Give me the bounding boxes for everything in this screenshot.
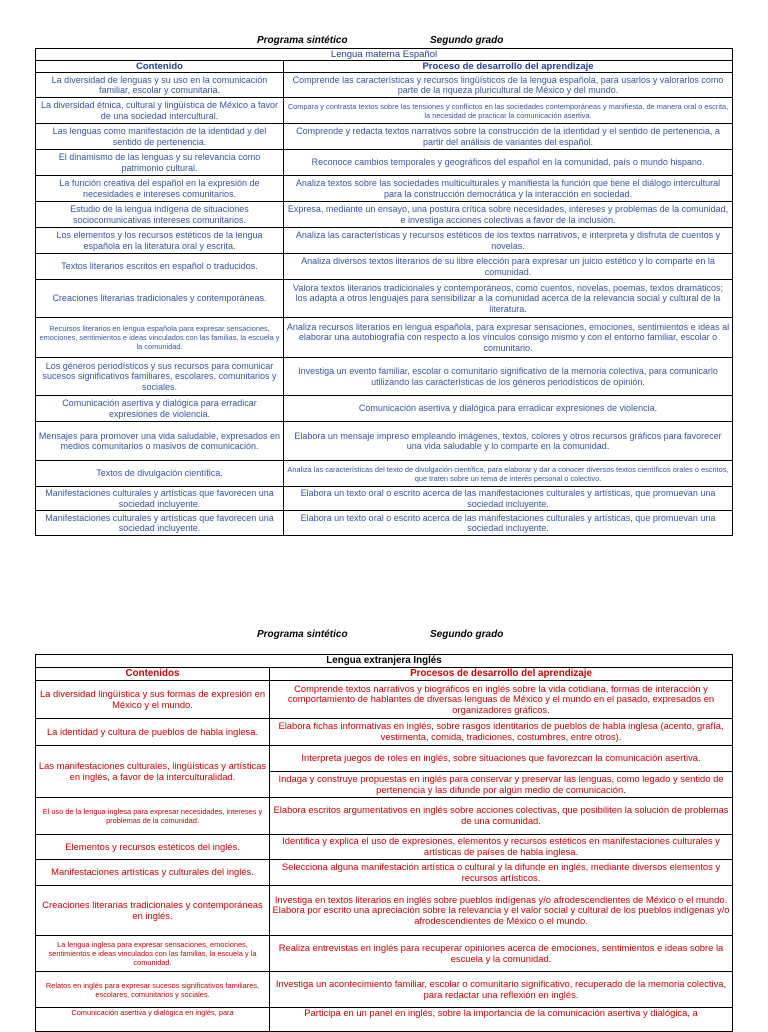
process-cell: Elabora un mensaje impreso empleando imágenes, textos, colores y otros recursos gráficos para favorecer una vida saludable y lo comparte en la comunidad. bbox=[284, 422, 733, 461]
spanish-curriculum-table bbox=[35, 48, 733, 536]
grade-label: Segundo grado bbox=[430, 35, 504, 46]
table-row bbox=[36, 886, 733, 936]
process-cell: Interpreta juegos de roles en inglés, sobre situaciones que favorezcan la comunicación asertiva. bbox=[270, 746, 733, 772]
table-row bbox=[36, 511, 733, 536]
process-cell: Comprende y redacta textos narrativos sobre la construcción de la identidad y el sentido de pertenencia, a partir del análisis de variantes del español. bbox=[284, 124, 733, 150]
table-row bbox=[36, 176, 733, 202]
table-row bbox=[36, 681, 733, 719]
program-title: Programa sintético bbox=[257, 629, 348, 640]
process-cell: Investiga un acontecimiento familiar, escolar o comunitario significativo, recuperado de la memoria colectiva, para redactar una reflexión en inglés. bbox=[270, 972, 733, 1008]
process-cell: Analiza recursos literarios en lengua española, para expresar sensaciones, emociones, sentimientos e ideas al elaborar una autobiografía con respecto a los vínculos consigo mismo y con el entorno familiar, escolar o comunitario. bbox=[284, 318, 733, 358]
process-cell: Elabora un texto oral o escrito acerca de las manifestaciones culturales y artísticas, que promuevan una sociedad incluyente. bbox=[284, 511, 733, 536]
process-cell bbox=[270, 886, 733, 936]
subject-title: Lengua extranjera Inglés bbox=[36, 655, 733, 668]
content-cell: Los géneros periodísticos y sus recursos para comunicar sucesos significativos familiares, escolares, comunitarios y sociales. bbox=[36, 358, 284, 396]
content-cell: La diversidad de lenguas y su uso en la comunicación familiar, escolar y comunitaria. bbox=[36, 73, 284, 98]
content-cell: Los elementos y los recursos estéticos de la lengua española en la literatura oral y escrita. bbox=[36, 228, 284, 254]
table-row bbox=[36, 487, 733, 511]
table-row bbox=[36, 124, 733, 150]
table-row bbox=[36, 719, 733, 746]
process-cell: Identifica y explica el uso de expresiones, elementos y recursos estéticos en manifestaciones culturales y artísticas de países de habla inglesa. bbox=[270, 835, 733, 860]
content-cell: Relatos en inglés para expresar sucesos significativos familiares, escolares, comunitarios y sociales. bbox=[36, 972, 270, 1008]
table-row bbox=[36, 972, 733, 1008]
process-cell: Indaga y construye propuestas en inglés para conservar y preservar las lenguas, como legado y sentido de pertenencia y las difunde por algún medio de comunicación. bbox=[270, 772, 733, 798]
column-header-process: Procesos de desarrollo del aprendizaje bbox=[270, 668, 733, 681]
content-cell: La diversidad étnica, cultural y lingüística de México a favor de una sociedad intercultural. bbox=[36, 98, 284, 124]
page-header-1 bbox=[0, 35, 768, 49]
content-cell: La identidad y cultura de pueblos de habla inglesa. bbox=[36, 719, 270, 746]
process-cell: Analiza textos sobre las sociedades multiculturales y manifiesta la función que tiene el diálogo intercultural para la construcción democrática y la interacción en sociedad. bbox=[284, 176, 733, 202]
table-row bbox=[36, 318, 733, 358]
content-cell: Recursos literarios en lengua española para expresar sensaciones, emociones, sentimientos e ideas vinculados con las familias, la escuela y la comunidad. bbox=[36, 318, 284, 358]
process-cell: Selecciona alguna manifestación artística o cultural y la difunde en inglés, mediante diversos elementos y recursos artísticos. bbox=[270, 860, 733, 886]
content-cell: Textos literarios escritos en español o traducidos. bbox=[36, 254, 284, 280]
process-cell: Elabora escritos argumentativos en inglés sobre acciones colectivas, que posibiliten la solución de problemas de una comunidad. bbox=[270, 798, 733, 835]
table-row bbox=[36, 358, 733, 396]
table-row bbox=[36, 746, 733, 772]
column-header-content: Contenido bbox=[36, 61, 284, 73]
content-cell: Creaciones literarias tradicionales y contemporáneas en inglés. bbox=[36, 886, 270, 936]
content-cell: Mensajes para promover una vida saludable, expresados en medios comunitarios o masivos de comunicación. bbox=[36, 422, 284, 461]
process-cell: Analiza diversos textos literarios de su libre elección para expresar un juicio estético y lo comparte en la comunidad. bbox=[284, 254, 733, 280]
table-row bbox=[36, 798, 733, 835]
content-cell: Textos de divulgación científica. bbox=[36, 461, 284, 487]
content-cell: Elementos y recursos estéticos del inglés. bbox=[36, 835, 270, 860]
process-cell: Comprende textos narrativos y biográficos en inglés sobre la vida cotidiana, formas de interacción y comportamiento de hablantes de diversas lenguas de México y el mundo en el pasado, expresados en organizadores gráficos. bbox=[270, 681, 733, 719]
column-header-process: Proceso de desarrollo del aprendizaje bbox=[284, 61, 733, 73]
table-row bbox=[36, 150, 733, 176]
content-cell: Las lenguas como manifestación de la identidad y del sentido de pertenencia. bbox=[36, 124, 284, 150]
table-row bbox=[36, 396, 733, 422]
content-cell: Manifestaciones culturales y artísticas que favorecen una sociedad incluyente. bbox=[36, 511, 284, 536]
content-cell: La función creativa del español en la expresión de necesidades e intereses comunitarios. bbox=[36, 176, 284, 202]
content-cell: La lengua inglesa para expresar sensaciones, emociones, sentimientos e ideas vinculados con las familias, la escuela y la comunidad. bbox=[36, 936, 270, 972]
table-row bbox=[36, 936, 733, 972]
content-cell: El dinamismo de las lenguas y su relevancia como patrimonio cultural. bbox=[36, 150, 284, 176]
process-cell: Investiga un evento familiar, escolar o comunitario significativo de la memoria colectiva, para comunicarlo utilizando las características de los géneros periodísticos de opinión. bbox=[284, 358, 733, 396]
content-cell: Manifestaciones artísticas y culturales del inglés. bbox=[36, 860, 270, 886]
process-text: Investiga en textos literarios en inglés sobre pueblos indígenas y/o afrodescendientes de México o el mundo. bbox=[274, 893, 728, 905]
table-row bbox=[36, 228, 733, 254]
subject-title: Lengua materna Español bbox=[36, 49, 733, 61]
content-cell: Creaciones literarias tradicionales y contemporáneas. bbox=[36, 280, 284, 318]
content-cell: Estudio de la lengua indígena de situaciones sociocomunicativas intereses comunitarios. bbox=[36, 202, 284, 228]
content-cell: El uso de la lengua inglesa para expresar necesidades, intereses y problemas de la comunidad. bbox=[36, 798, 270, 835]
process-cell: Participa en un panel en inglés, sobre la importancia de la comunicación asertiva y dialógica, a bbox=[270, 1008, 733, 1032]
table-row bbox=[36, 422, 733, 461]
process-cell: Analiza las características y recursos estéticos de los textos narrativos, e interpreta y disfruta de cuentos y novelas. bbox=[284, 228, 733, 254]
table-row bbox=[36, 461, 733, 487]
process-text: Elabora por escrito una apreciación sobre la relevancia y el valor social y cultural de los pueblos indígenas y/o afrodescendientes de México o el mundo. bbox=[272, 904, 730, 926]
content-cell: Comunicación asertiva y dialógica en inglés, para bbox=[36, 1008, 270, 1032]
content-cell: Las manifestaciones culturales, lingüísticas y artísticas en inglés, a favor de la interculturalidad. bbox=[36, 746, 270, 798]
process-cell: Realiza entrevistas en inglés para recuperar opiniones acerca de emociones, sentimientos e ideas sobre la escuela y la comunidad. bbox=[270, 936, 733, 972]
english-curriculum-table bbox=[35, 654, 733, 1032]
column-header-content: Contenidos bbox=[36, 668, 270, 681]
process-cell: Compara y contrasta textos sobre las tensiones y conflictos en las sociedades contemporáneas y manifiesta, de manera oral o escrita, la necesidad de practicar la comunicación asertiva. bbox=[284, 98, 733, 124]
process-cell: Comunicación asertiva y dialógica para erradicar expresiones de violencia. bbox=[284, 396, 733, 422]
process-cell: Valora textos literarios tradicionales y contemporáneos, como cuentos, novelas, poemas, textos dramáticos; los adapta a otros lenguajes para sensibilizar a la comunidad acerca de la relevancia social y cultural de la literatura. bbox=[284, 280, 733, 318]
process-cell: Elabora un texto oral o escrito acerca de las manifestaciones culturales y artísticas, que promuevan una sociedad incluyente. bbox=[284, 487, 733, 511]
process-cell: Reconoce cambios temporales y geográficos del español en la comunidad, país o mundo hispano. bbox=[284, 150, 733, 176]
process-cell: Elabora fichas informativas en inglés, sobre rasgos identitarios de pueblos de habla inglesa (acento, grafía, vestimenta, comida, tradiciones, costumbres, entre otros). bbox=[270, 719, 733, 746]
content-cell: Manifestaciones culturales y artísticas que favorecen una sociedad incluyente. bbox=[36, 487, 284, 511]
table-row bbox=[36, 280, 733, 318]
program-title: Programa sintético bbox=[257, 35, 348, 46]
table-row bbox=[36, 860, 733, 886]
table-row bbox=[36, 1008, 733, 1032]
table-row bbox=[36, 202, 733, 228]
process-cell: Analiza las características del texto de divulgación científica, para elaborar y dar a conocer diversos textos científicos orales o escritos, que traten sobre un tema de interés personal o colectivo. bbox=[284, 461, 733, 487]
table-row bbox=[36, 254, 733, 280]
table-row bbox=[36, 98, 733, 124]
content-cell: La diversidad lingüística y sus formas de expresión en México y el mundo. bbox=[36, 681, 270, 719]
process-cell: Expresa, mediante un ensayo, una postura crítica sobre necesidades, intereses y problemas de la comunidad, e investiga acciones colectivas a favor de la inclusión. bbox=[284, 202, 733, 228]
table-row bbox=[36, 73, 733, 98]
page-header-2 bbox=[0, 629, 768, 643]
table-row bbox=[36, 835, 733, 860]
process-cell: Comprende las características y recursos lingüísticos de la lengua española, para usarlos y valorarlos como parte de la riqueza pluricultural de México y del mundo. bbox=[284, 73, 733, 98]
grade-label: Segundo grado bbox=[430, 629, 504, 640]
content-cell: Comunicación asertiva y dialógica para erradicar expresiones de violencia. bbox=[36, 396, 284, 422]
